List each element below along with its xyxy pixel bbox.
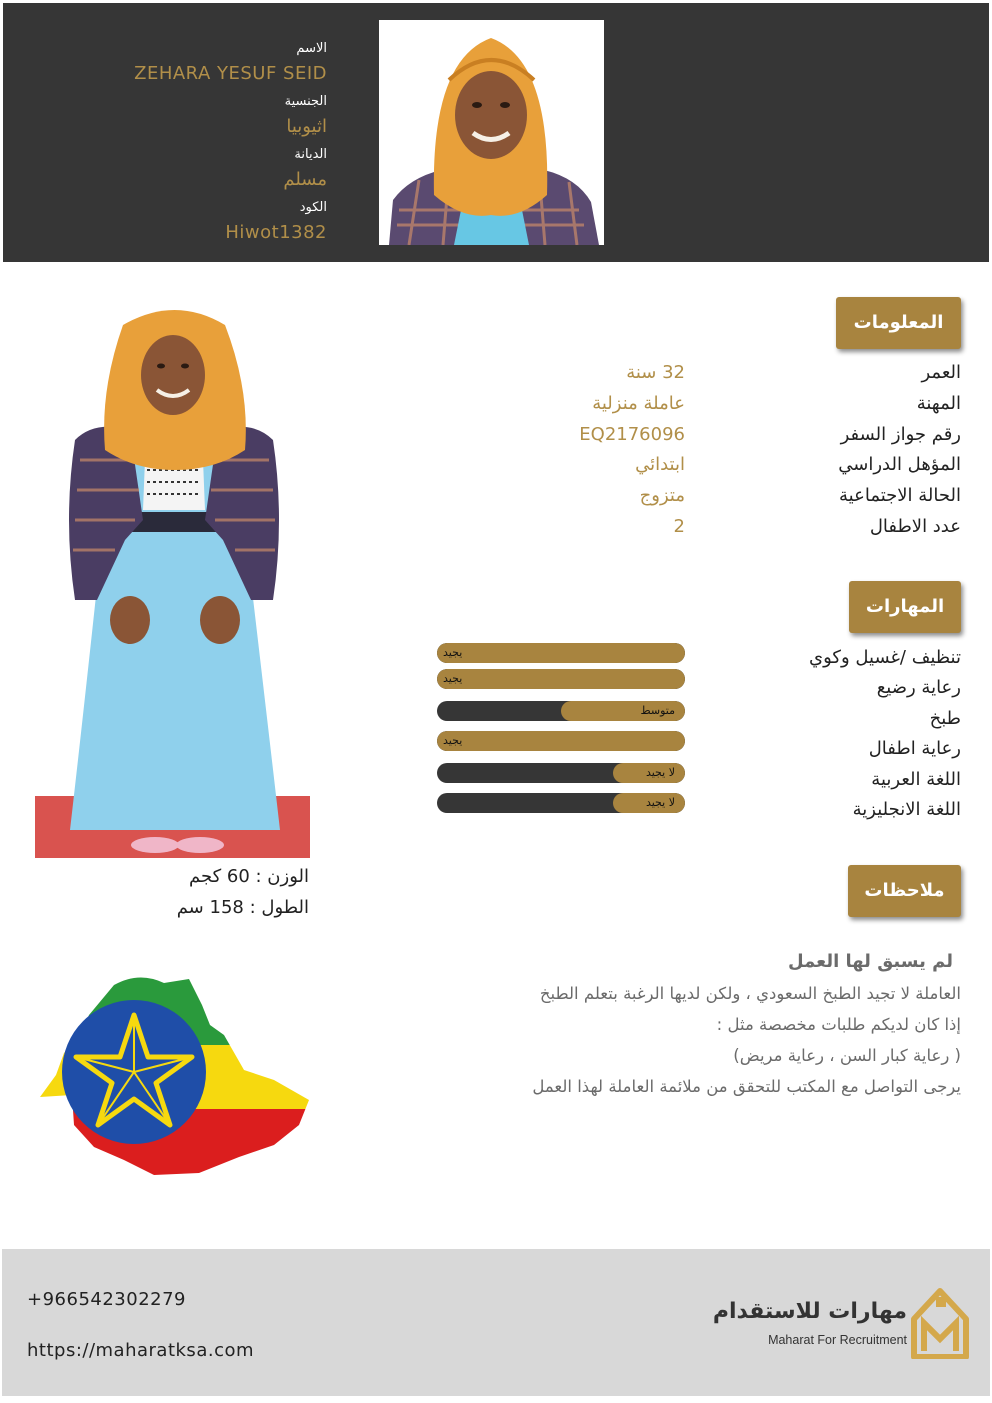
company-logo (712, 1287, 972, 1362)
house-logo-icon (910, 1287, 970, 1359)
skill-label: اللغة الانجليزية (852, 799, 961, 820)
info-value: متزوج (639, 485, 685, 506)
info-value: عاملة منزلية (592, 393, 685, 414)
skill-level-fill (437, 669, 685, 689)
info-value: ابتدائي (635, 454, 685, 475)
skill-level-bar (437, 763, 685, 783)
worker-name: ZEHARA YESUF SEID (134, 63, 327, 84)
code-value: Hiwot1382 (225, 222, 327, 243)
footer (2, 1249, 990, 1396)
skill-level-fill (437, 731, 685, 751)
info-label: العمر (921, 362, 961, 383)
nationality-label: الجنسية (284, 94, 327, 109)
skill-level-bar (437, 731, 685, 751)
notes-headline: لم يسبق لها العمل (788, 951, 953, 972)
skill-level-text: لا يجيد (645, 766, 675, 779)
skill-level-text: يجيد (443, 672, 463, 685)
skill-level-text: يجيد (443, 646, 463, 659)
skill-label: رعاية رضيع (876, 677, 961, 698)
phone-number: +966542302279 (27, 1289, 187, 1310)
skill-level-bar (437, 669, 685, 689)
notes-line: ( رعاية كبار السن ، رعاية مريض) (733, 1046, 961, 1065)
skill-level-bar (437, 793, 685, 813)
notes-block (401, 948, 961, 1102)
skill-level-text: متوسط (640, 704, 675, 717)
info-label: الحالة الاجتماعية (839, 485, 961, 506)
info-label: المهنة (916, 393, 961, 414)
info-label: المؤهل الدراسي (838, 454, 961, 475)
notes-section-badge: ملاحظات (848, 865, 961, 917)
full-body-photo (35, 300, 310, 858)
skill-label: رعاية اطفال (868, 738, 961, 759)
ethiopia-flag-map (34, 975, 312, 1178)
info-value: 32 سنة (626, 362, 685, 383)
skill-level-fill (437, 643, 685, 663)
info-row-children (430, 516, 961, 547)
skill-label: طبخ (929, 708, 961, 729)
height-text: الطول : 158 سم (176, 897, 309, 918)
notes-line: إذا كان لديكم طلبات مخصصة مثل : (716, 1015, 961, 1034)
info-value: 2 (673, 516, 685, 537)
info-row-marital (430, 485, 961, 516)
logo-english-text: Maharat For Recruitment (768, 1333, 907, 1347)
info-value: EQ2176096 (579, 424, 685, 445)
code-label: الكود (299, 200, 327, 215)
name-label: الاسم (296, 41, 327, 56)
info-row-profession (430, 393, 961, 424)
religion-label: الديانة (294, 147, 327, 162)
info-row-education (430, 454, 961, 485)
info-row-age (430, 362, 961, 393)
logo-arabic-text: مهارات للاستقدام (712, 1299, 907, 1324)
skill-level-bar (437, 701, 685, 721)
religion-value: مسلم (283, 169, 327, 190)
notes-line: يرجى التواصل مع المكتب للتحقق من ملائمة العاملة لهذا العمل (532, 1077, 961, 1096)
skill-level-bar (437, 643, 685, 663)
skill-level-text: يجيد (443, 734, 463, 747)
portrait-photo (379, 20, 604, 245)
skill-level-text: لا يجيد (645, 796, 675, 809)
header-fields (27, 39, 327, 251)
skill-label: تنظيف /غسيل وكوي (809, 647, 961, 668)
info-row-passport (430, 424, 961, 455)
notes-line: العاملة لا تجيد الطبخ السعودي ، ولكن لديها الرغبة بتعلم الطبخ (539, 984, 961, 1003)
info-label: رقم جواز السفر (840, 424, 961, 445)
skills-section-badge: المهارات (849, 581, 961, 633)
info-section-badge: المعلومات (836, 297, 961, 349)
info-label: عدد الاطفال (869, 516, 961, 537)
weight-text: الوزن : 60 كجم (189, 866, 309, 887)
website-link[interactable]: https://maharatksa.com (27, 1340, 255, 1361)
nationality-value: اثيوبيا (286, 116, 327, 137)
skill-label: اللغة العربية (871, 769, 961, 790)
